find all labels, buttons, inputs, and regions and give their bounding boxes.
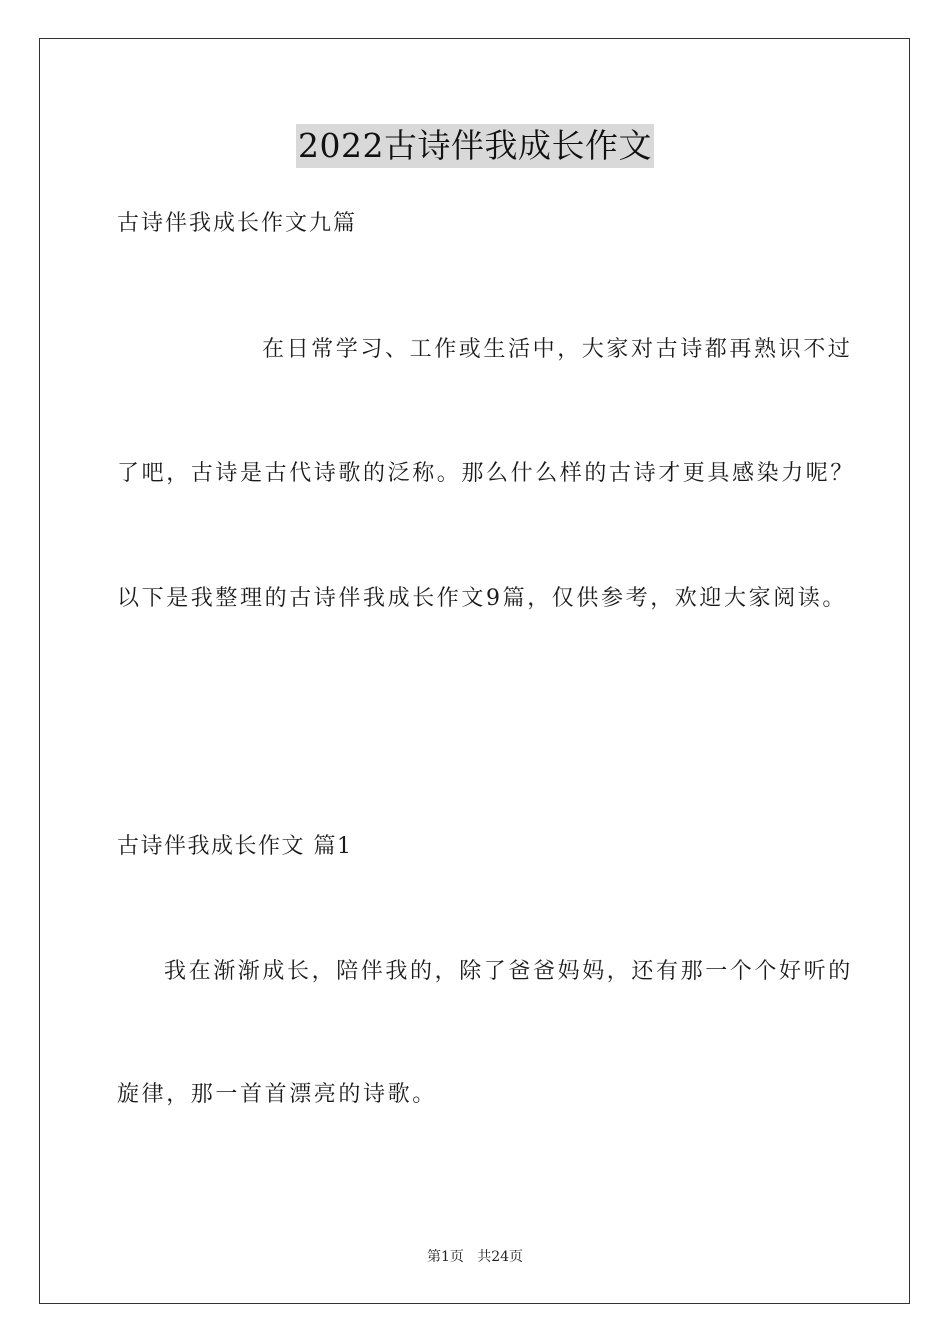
section-line-1: 我在渐渐成长，陪伴我的，除了爸爸妈妈，还有那一个个好听的 <box>164 959 853 984</box>
section-line-2: 旋律，那一首首漂亮的诗歌。 <box>117 1082 437 1107</box>
intro-line-2: 了吧，古诗是古代诗歌的泛称。那么什么样的古诗才更具感染力呢？ <box>117 461 856 486</box>
intro-line-3: 以下是我整理的古诗伴我成长作文9篇，仅供参考，欢迎大家阅读。 <box>117 586 847 611</box>
document-title: 2022古诗伴我成长作文 <box>296 124 654 168</box>
document-subtitle: 古诗伴我成长作文九篇 <box>117 211 358 236</box>
section-heading: 古诗伴我成长作文 篇1 <box>117 834 353 859</box>
title-container <box>0 124 950 168</box>
page-number-footer: 第1页 共24页 <box>426 1249 524 1265</box>
intro-line-1: 在日常学习、工作或生活中，大家对古诗都再熟识不过 <box>262 337 853 362</box>
